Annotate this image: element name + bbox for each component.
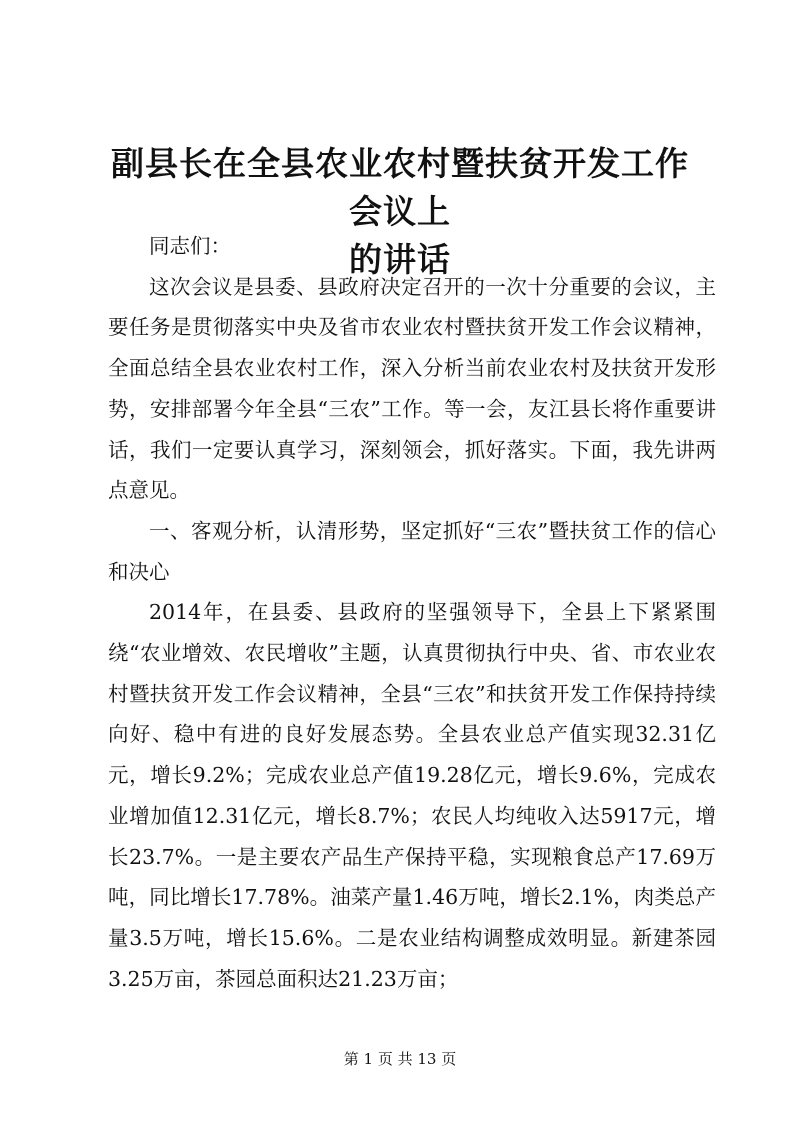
page-footer: 第 1 页 共 13 页 [343,1050,457,1068]
paragraph-intro: 这次会议是县委、县政府决定召开的一次十分重要的会议，主要任务是贯彻落实中央及省市农业农村暨扶贫开发工作会议精神，全面总结全县农业农村工作，深入分析当前农业农村及扶贫开发形势，安排部署今年全县“三农”工作。等一会，友江县长将作重要讲话，我们一定要认真学习，深刻领会，抓好落实。下面，我先讲两点意见。 [108,274,716,503]
document-body [108,226,716,999]
paragraph-2014-summary: 2014年，在县委、县政府的坚强领导下，全县上下紧紧围绕“农业增效、农民增收”主题，认真贯彻执行中央、省、市农业农村暨扶贫开发工作会议精神，全县“三农”和扶贫开发工作保持持续向好、稳中有进的良好发展态势。全县农业总产值实现32.31亿元，增长9.2%；完成农业总产值19.28亿元，增长9.6%，完成农业增加值12.31亿元，增长8.7%；农民人均纯收入达5917元，增长23.7%。一是主要农产品生产保持平稳，实现粮食总产17.69万吨，同比增长17.78%。油菜产量1.46万吨，增长2.1%，肉类总产量3.5万吨，增长15.6%。二是农业结构调整成效明显。新建茶园3.25万亩，茶园总面积达21.23万亩； [108,600,716,991]
section-heading-1: 一、客观分析，认清形势，坚定抓好“三农”暨扶贫工作的信心和决心 [108,518,716,584]
title-line-2: 的讲话 [349,240,451,279]
title-line-1: 副县长在全县农业农村暨扶贫开发工作会议上 [111,144,689,231]
salutation: 同志们： [149,234,231,258]
